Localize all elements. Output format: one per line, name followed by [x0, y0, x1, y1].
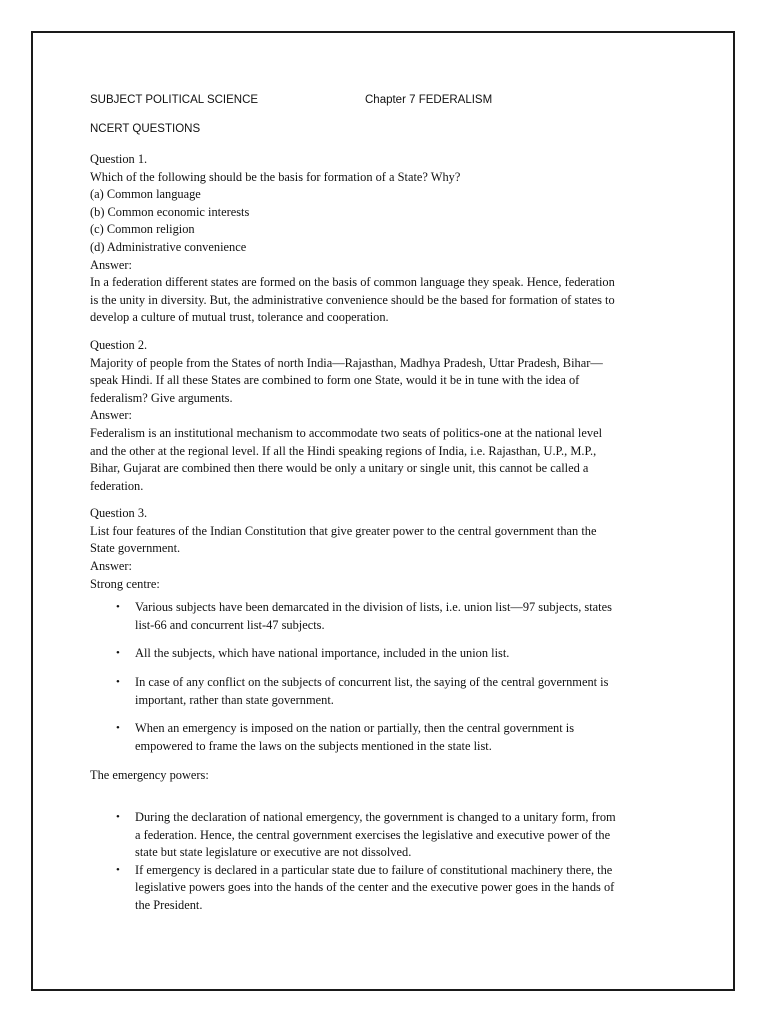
answer-line: develop a culture of mutual trust, tolerance and cooperation.	[90, 310, 389, 325]
answer-line: In a federation different states are formed on the basis of common language they speak. Hence, federation	[90, 275, 615, 290]
answer-line: and the other at the regional level. If all the Hindi speaking regions of India, i.e. Rajasthan, U.P., M.P.,	[90, 443, 597, 458]
question-label: Question 2.	[90, 337, 148, 352]
list-item-line: the President.	[135, 897, 203, 912]
answer-line: Federalism is an institutional mechanism to accommodate two seats of politics-one at the national level	[90, 425, 603, 440]
emergency-powers-heading: The emergency powers:	[90, 768, 209, 783]
question-text: List four features of the Indian Constitution that give greater power to the central government than the	[90, 523, 597, 538]
option-a: (a) Common language	[90, 187, 201, 202]
list-item-line: Various subjects have been demarcated in the division of lists, i.e. union list—97 subjects, states	[135, 600, 612, 615]
list-item	[90, 720, 680, 755]
question-2-block	[90, 337, 680, 495]
option-b: (b) Common economic interests	[90, 204, 250, 219]
document-header	[90, 94, 690, 112]
bullet-icon: •	[116, 676, 120, 689]
option-d: (d) Administrative convenience	[90, 239, 247, 254]
list-item	[90, 809, 680, 862]
question-text: State government.	[90, 541, 181, 556]
list-item	[90, 599, 680, 634]
strong-centre-heading: Strong centre:	[90, 576, 160, 591]
option-c: (c) Common religion	[90, 222, 195, 237]
bullet-icon: •	[116, 601, 120, 614]
section-subtitle: NCERT QUESTIONS	[90, 123, 201, 135]
bullet-icon: •	[116, 722, 120, 735]
answer-label: Answer:	[90, 408, 132, 423]
list-item-line: important, rather than state government.	[135, 692, 334, 707]
list-item-line: list-66 and concurrent list-47 subjects.	[135, 617, 325, 632]
strong-centre-list	[90, 599, 680, 755]
question-text: speak Hindi. If all these States are combined to form one State, would it be in tune with the idea of	[90, 373, 580, 388]
list-item-line: During the declaration of national emergency, the government is changed to a unitary form, from	[135, 810, 616, 824]
question-text: Majority of people from the States of north India—Rajasthan, Madhya Pradesh, Uttar Pradesh, Bihar—	[90, 355, 603, 370]
subject-title: SUBJECT POLITICAL SCIENCE	[90, 94, 259, 106]
question-label: Question 3.	[90, 506, 148, 521]
list-item-line: When an emergency is imposed on the nation or partially, then the central government is	[135, 721, 575, 736]
list-item-line: All the subjects, which have national importance, included in the union list.	[135, 646, 510, 661]
answer-label: Answer:	[90, 559, 132, 574]
chapter-title: Chapter 7 FEDERALISM	[365, 94, 493, 106]
bullet-icon: •	[116, 647, 120, 660]
list-item-line: If emergency is declared in a particular state due to failure of constitutional machinery there, the	[135, 862, 613, 877]
list-item	[90, 674, 680, 709]
list-item	[90, 645, 680, 663]
answer-line: is the unity in diversity. But, the administrative convenience should be the based for formation of states to	[90, 292, 615, 307]
answer-line: federation.	[90, 478, 144, 493]
question-3-block	[90, 505, 680, 914]
question-label: Question 1.	[90, 152, 148, 166]
list-item-line: state but state legislature or executive are not dissolved.	[135, 845, 412, 860]
list-item-line: empowered to frame the laws on the subjects mentioned in the state list.	[135, 738, 492, 753]
list-item-line: In case of any conflict on the subjects of concurrent list, the saying of the central government is	[135, 675, 609, 690]
answer-label: Answer:	[90, 257, 132, 272]
document-body	[90, 151, 680, 915]
bullet-icon: •	[116, 811, 120, 823]
question-text: federalism? Give arguments.	[90, 390, 233, 405]
list-item-line: a federation. Hence, the central government exercises the legislative and executive power of the	[135, 827, 611, 842]
list-item	[90, 862, 680, 915]
bullet-icon: •	[116, 863, 120, 876]
question-1-block	[90, 151, 680, 327]
emergency-powers-list	[90, 809, 680, 915]
list-item-line: legislative powers goes into the hands of the center and the executive power goes in the hands of	[135, 880, 615, 895]
question-text: Which of the following should be the basis for formation of a State? Why?	[90, 169, 461, 184]
answer-line: Bihar, Gujarat are combined then there would be only a unitary or single unit, this cannot be called a	[90, 461, 589, 476]
